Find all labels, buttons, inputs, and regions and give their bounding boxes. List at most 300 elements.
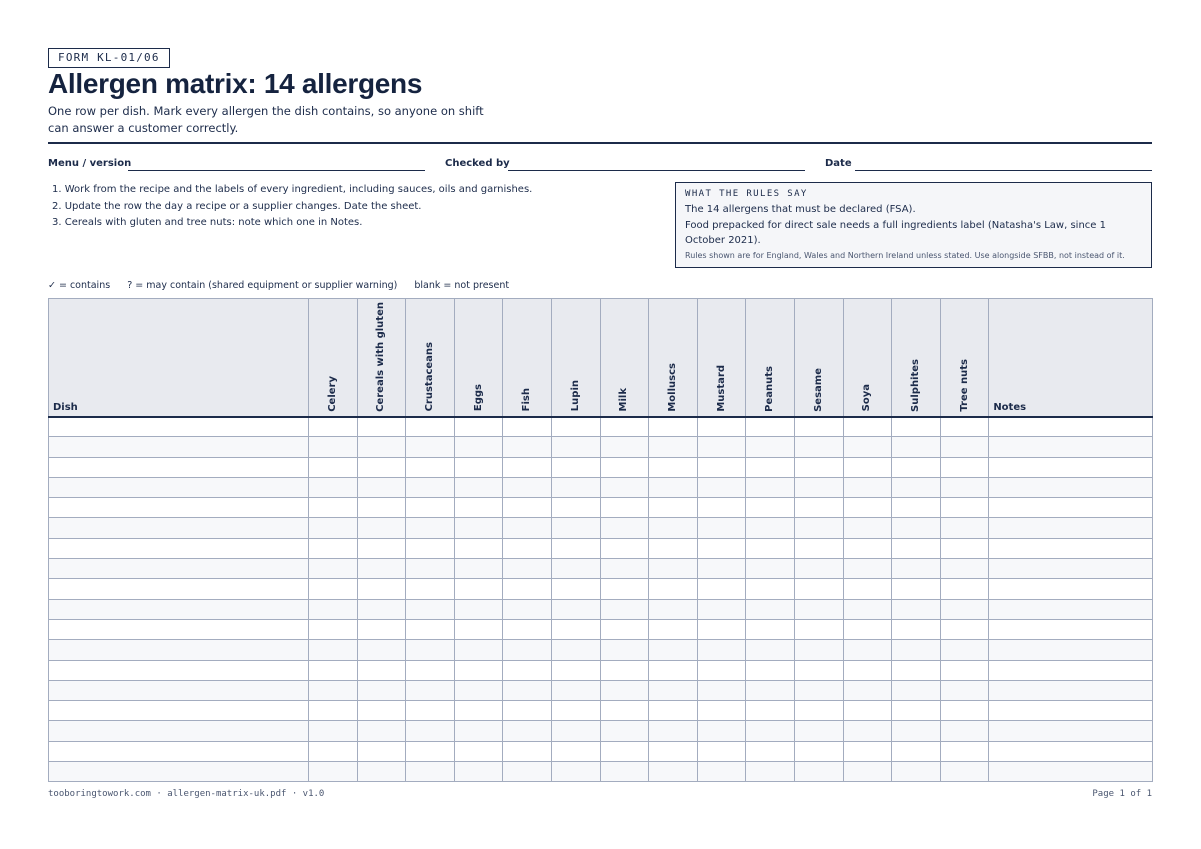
allergen-cell[interactable] (892, 498, 941, 518)
allergen-cell[interactable] (454, 762, 503, 782)
allergen-cell[interactable] (794, 417, 843, 437)
allergen-cell[interactable] (309, 701, 358, 721)
allergen-cell[interactable] (503, 477, 552, 497)
allergen-cell[interactable] (357, 498, 406, 518)
allergen-cell[interactable] (940, 701, 989, 721)
allergen-cell[interactable] (406, 457, 455, 477)
allergen-cell[interactable] (843, 559, 892, 579)
allergen-cell[interactable] (309, 538, 358, 558)
allergen-cell[interactable] (406, 680, 455, 700)
allergen-cell[interactable] (940, 538, 989, 558)
allergen-cell[interactable] (649, 579, 698, 599)
allergen-cell[interactable] (843, 437, 892, 457)
allergen-cell[interactable] (794, 437, 843, 457)
dish-cell[interactable] (49, 518, 309, 538)
dish-cell[interactable] (49, 579, 309, 599)
allergen-cell[interactable] (843, 741, 892, 761)
table-row (49, 660, 1153, 680)
allergen-cell[interactable] (551, 721, 600, 741)
allergen-cell[interactable] (940, 579, 989, 599)
allergen-cell[interactable] (503, 660, 552, 680)
allergen-cell[interactable] (551, 538, 600, 558)
allergen-cell[interactable] (551, 579, 600, 599)
allergen-cell[interactable] (697, 619, 746, 639)
allergen-cell[interactable] (357, 437, 406, 457)
rules-heading: WHAT THE RULES SAY (685, 189, 808, 199)
allergen-cell[interactable] (357, 619, 406, 639)
allergen-cell[interactable] (600, 640, 649, 660)
notes-cell[interactable] (989, 741, 1153, 761)
allergen-cell[interactable] (309, 741, 358, 761)
allergen-cell[interactable] (600, 457, 649, 477)
allergen-cell[interactable] (357, 579, 406, 599)
allergen-cell[interactable] (843, 701, 892, 721)
notes-cell[interactable] (989, 660, 1153, 680)
allergen-cell[interactable] (697, 538, 746, 558)
allergen-cell[interactable] (503, 518, 552, 538)
allergen-cell[interactable] (940, 457, 989, 477)
allergen-cell[interactable] (892, 518, 941, 538)
allergen-cell[interactable] (406, 559, 455, 579)
allergen-cell[interactable] (600, 762, 649, 782)
allergen-cell[interactable] (503, 559, 552, 579)
notes-cell[interactable] (989, 579, 1153, 599)
allergen-cell[interactable] (746, 680, 795, 700)
allergen-cell[interactable] (794, 498, 843, 518)
allergen-cell[interactable] (357, 701, 406, 721)
allergen-cell[interactable] (551, 457, 600, 477)
checked-by-field[interactable] (508, 170, 805, 171)
allergen-cell[interactable] (940, 559, 989, 579)
dish-cell[interactable] (49, 437, 309, 457)
allergen-cell[interactable] (697, 417, 746, 437)
menu-version-field[interactable] (128, 170, 425, 171)
allergen-cell[interactable] (892, 680, 941, 700)
allergen-cell[interactable] (309, 660, 358, 680)
allergen-cell[interactable] (503, 619, 552, 639)
allergen-cell[interactable] (794, 518, 843, 538)
allergen-cell[interactable] (892, 741, 941, 761)
allergen-cell[interactable] (649, 457, 698, 477)
allergen-cell[interactable] (503, 437, 552, 457)
notes-cell[interactable] (989, 518, 1153, 538)
allergen-cell[interactable] (794, 559, 843, 579)
dish-cell[interactable] (49, 762, 309, 782)
allergen-cell[interactable] (357, 457, 406, 477)
allergen-cell[interactable] (406, 640, 455, 660)
allergen-cell[interactable] (357, 721, 406, 741)
allergen-cell[interactable] (649, 599, 698, 619)
allergen-cell[interactable] (357, 559, 406, 579)
notes-cell[interactable] (989, 559, 1153, 579)
dish-cell[interactable] (49, 701, 309, 721)
allergen-cell[interactable] (357, 640, 406, 660)
notes-cell[interactable] (989, 457, 1153, 477)
allergen-cell[interactable] (649, 721, 698, 741)
allergen-cell[interactable] (503, 680, 552, 700)
allergen-cell[interactable] (940, 437, 989, 457)
notes-cell[interactable] (989, 417, 1153, 437)
allergen-cell[interactable] (746, 477, 795, 497)
allergen-cell[interactable] (309, 559, 358, 579)
notes-cell[interactable] (989, 762, 1153, 782)
allergen-cell[interactable] (843, 599, 892, 619)
allergen-cell[interactable] (892, 417, 941, 437)
allergen-cell[interactable] (600, 660, 649, 680)
dish-cell[interactable] (49, 619, 309, 639)
allergen-cell[interactable] (794, 741, 843, 761)
allergen-cell[interactable] (309, 498, 358, 518)
allergen-cell[interactable] (454, 559, 503, 579)
allergen-cell[interactable] (649, 437, 698, 457)
allergen-cell[interactable] (454, 417, 503, 437)
allergen-cell[interactable] (600, 518, 649, 538)
allergen-cell[interactable] (746, 721, 795, 741)
allergen-cell[interactable] (892, 640, 941, 660)
allergen-cell[interactable] (794, 762, 843, 782)
allergen-cell[interactable] (406, 538, 455, 558)
allergen-cell[interactable] (794, 579, 843, 599)
allergen-cell[interactable] (649, 559, 698, 579)
allergen-cell[interactable] (600, 498, 649, 518)
allergen-cell[interactable] (649, 498, 698, 518)
allergen-cell[interactable] (892, 619, 941, 639)
allergen-cell[interactable] (309, 619, 358, 639)
allergen-cell[interactable] (794, 640, 843, 660)
allergen-cell[interactable] (697, 741, 746, 761)
dish-cell[interactable] (49, 538, 309, 558)
allergen-cell[interactable] (357, 538, 406, 558)
allergen-cell[interactable] (697, 477, 746, 497)
allergen-cell[interactable] (746, 660, 795, 680)
allergen-cell[interactable] (697, 437, 746, 457)
allergen-cell[interactable] (309, 417, 358, 437)
allergen-cell[interactable] (940, 599, 989, 619)
allergen-cell[interactable] (551, 559, 600, 579)
allergen-cell[interactable] (600, 477, 649, 497)
allergen-cell[interactable] (551, 762, 600, 782)
dish-cell[interactable] (49, 721, 309, 741)
allergen-cell[interactable] (746, 518, 795, 538)
allergen-cell[interactable] (406, 721, 455, 741)
allergen-cell[interactable] (309, 518, 358, 538)
allergen-cell[interactable] (697, 498, 746, 518)
allergen-cell[interactable] (940, 640, 989, 660)
allergen-cell[interactable] (697, 762, 746, 782)
allergen-cell[interactable] (892, 437, 941, 457)
allergen-cell[interactable] (357, 518, 406, 538)
allergen-cell[interactable] (697, 640, 746, 660)
allergen-cell[interactable] (551, 619, 600, 639)
allergen-cell[interactable] (454, 640, 503, 660)
allergen-label: Molluscs (666, 362, 678, 412)
allergen-cell[interactable] (940, 741, 989, 761)
allergen-cell[interactable] (746, 559, 795, 579)
notes-cell[interactable] (989, 680, 1153, 700)
allergen-cell[interactable] (454, 721, 503, 741)
allergen-cell[interactable] (746, 701, 795, 721)
allergen-cell[interactable] (794, 721, 843, 741)
allergen-cell[interactable] (309, 437, 358, 457)
allergen-cell[interactable] (551, 498, 600, 518)
allergen-cell[interactable] (503, 457, 552, 477)
allergen-cell[interactable] (697, 599, 746, 619)
allergen-cell[interactable] (503, 417, 552, 437)
allergen-cell[interactable] (794, 680, 843, 700)
allergen-cell[interactable] (503, 498, 552, 518)
allergen-cell[interactable] (600, 417, 649, 437)
allergen-cell[interactable] (843, 417, 892, 437)
allergen-cell[interactable] (406, 660, 455, 680)
dish-cell[interactable] (49, 559, 309, 579)
allergen-cell[interactable] (843, 619, 892, 639)
allergen-cell[interactable] (406, 498, 455, 518)
allergen-cell[interactable] (600, 701, 649, 721)
allergen-cell[interactable] (794, 599, 843, 619)
allergen-cell[interactable] (746, 741, 795, 761)
notes-cell[interactable] (989, 538, 1153, 558)
allergen-cell[interactable] (551, 477, 600, 497)
allergen-cell[interactable] (503, 579, 552, 599)
allergen-cell[interactable] (600, 538, 649, 558)
allergen-cell[interactable] (309, 599, 358, 619)
allergen-cell[interactable] (746, 640, 795, 660)
allergen-cell[interactable] (454, 579, 503, 599)
allergen-cell[interactable] (309, 457, 358, 477)
allergen-cell[interactable] (454, 599, 503, 619)
allergen-cell[interactable] (600, 741, 649, 761)
allergen-cell[interactable] (697, 457, 746, 477)
allergen-cell[interactable] (940, 721, 989, 741)
allergen-cell[interactable] (746, 599, 795, 619)
rules-item: The 14 allergens that must be declared (FSA). (685, 204, 916, 215)
allergen-cell[interactable] (746, 619, 795, 639)
allergen-cell[interactable] (940, 498, 989, 518)
allergen-cell[interactable] (454, 498, 503, 518)
allergen-cell[interactable] (746, 417, 795, 437)
dish-cell[interactable] (49, 477, 309, 497)
allergen-cell[interactable] (843, 477, 892, 497)
allergen-cell[interactable] (940, 417, 989, 437)
allergen-label: Mustard (715, 364, 727, 412)
dish-cell[interactable] (49, 417, 309, 437)
allergen-cell[interactable] (406, 579, 455, 599)
allergen-cell[interactable] (746, 457, 795, 477)
allergen-cell[interactable] (892, 477, 941, 497)
allergen-cell[interactable] (406, 619, 455, 639)
dish-cell[interactable] (49, 498, 309, 518)
allergen-cell[interactable] (794, 660, 843, 680)
allergen-cell[interactable] (454, 477, 503, 497)
allergen-cell[interactable] (892, 559, 941, 579)
allergen-cell[interactable] (843, 457, 892, 477)
allergen-cell[interactable] (697, 660, 746, 680)
allergen-cell[interactable] (649, 741, 698, 761)
allergen-cell[interactable] (551, 518, 600, 538)
allergen-cell[interactable] (357, 762, 406, 782)
allergen-cell[interactable] (406, 762, 455, 782)
allergen-cell[interactable] (649, 762, 698, 782)
allergen-cell[interactable] (600, 721, 649, 741)
allergen-cell[interactable] (843, 538, 892, 558)
allergen-cell[interactable] (649, 660, 698, 680)
allergen-cell[interactable] (406, 477, 455, 497)
allergen-cell[interactable] (551, 701, 600, 721)
allergen-cell[interactable] (309, 762, 358, 782)
table-row (49, 417, 1153, 437)
allergen-cell[interactable] (309, 640, 358, 660)
allergen-cell[interactable] (794, 457, 843, 477)
allergen-cell[interactable] (892, 762, 941, 782)
allergen-cell[interactable] (892, 721, 941, 741)
notes-cell[interactable] (989, 437, 1153, 457)
allergen-cell[interactable] (697, 579, 746, 599)
notes-cell[interactable] (989, 477, 1153, 497)
allergen-cell[interactable] (746, 498, 795, 518)
allergen-cell[interactable] (746, 437, 795, 457)
allergen-cell[interactable] (503, 640, 552, 660)
allergen-cell[interactable] (551, 640, 600, 660)
dish-cell[interactable] (49, 599, 309, 619)
notes-cell[interactable] (989, 619, 1153, 639)
allergen-cell[interactable] (697, 559, 746, 579)
allergen-cell[interactable] (794, 477, 843, 497)
allergen-cell[interactable] (649, 701, 698, 721)
notes-cell[interactable] (989, 701, 1153, 721)
allergen-cell[interactable] (309, 680, 358, 700)
dish-cell[interactable] (49, 457, 309, 477)
allergen-cell[interactable] (357, 599, 406, 619)
notes-cell[interactable] (989, 640, 1153, 660)
allergen-cell[interactable] (454, 619, 503, 639)
allergen-cell[interactable] (503, 762, 552, 782)
allergen-cell[interactable] (746, 579, 795, 599)
allergen-cell[interactable] (843, 640, 892, 660)
dish-cell[interactable] (49, 640, 309, 660)
allergen-cell[interactable] (357, 417, 406, 437)
allergen-cell[interactable] (940, 477, 989, 497)
allergen-cell[interactable] (940, 619, 989, 639)
allergen-cell[interactable] (551, 680, 600, 700)
legend-blank: blank = not present (414, 280, 510, 291)
allergen-cell[interactable] (406, 417, 455, 437)
allergen-cell[interactable] (551, 417, 600, 437)
allergen-cell[interactable] (454, 457, 503, 477)
allergen-cell[interactable] (649, 619, 698, 639)
allergen-cell[interactable] (794, 619, 843, 639)
allergen-cell[interactable] (454, 437, 503, 457)
allergen-cell[interactable] (843, 518, 892, 538)
allergen-cell[interactable] (697, 701, 746, 721)
allergen-cell[interactable] (406, 701, 455, 721)
notes-cell[interactable] (989, 498, 1153, 518)
notes-cell[interactable] (989, 599, 1153, 619)
allergen-cell[interactable] (503, 741, 552, 761)
allergen-cell[interactable] (406, 599, 455, 619)
allergen-cell[interactable] (503, 721, 552, 741)
allergen-cell[interactable] (600, 680, 649, 700)
allergen-cell[interactable] (551, 437, 600, 457)
allergen-cell[interactable] (454, 701, 503, 721)
allergen-cell[interactable] (892, 579, 941, 599)
page-subtitle: One row per dish. Mark every allergen the dish contains, so anyone on shift can answer a customer correctly. (48, 104, 484, 135)
allergen-cell[interactable] (309, 721, 358, 741)
allergen-cell[interactable] (649, 417, 698, 437)
allergen-cell[interactable] (892, 701, 941, 721)
allergen-cell[interactable] (406, 518, 455, 538)
allergen-cell[interactable] (600, 619, 649, 639)
allergen-cell[interactable] (649, 680, 698, 700)
dish-cell[interactable] (49, 741, 309, 761)
allergen-cell[interactable] (503, 599, 552, 619)
allergen-cell[interactable] (940, 660, 989, 680)
allergen-cell[interactable] (843, 721, 892, 741)
date-field[interactable] (855, 170, 1152, 171)
allergen-cell[interactable] (309, 579, 358, 599)
allergen-cell[interactable] (406, 741, 455, 761)
allergen-cell[interactable] (600, 579, 649, 599)
allergen-cell[interactable] (843, 762, 892, 782)
allergen-cell[interactable] (551, 741, 600, 761)
allergen-cell[interactable] (503, 701, 552, 721)
allergen-cell[interactable] (697, 518, 746, 538)
dish-cell[interactable] (49, 660, 309, 680)
allergen-cell[interactable] (843, 680, 892, 700)
allergen-cell[interactable] (551, 660, 600, 680)
allergen-cell[interactable] (940, 518, 989, 538)
allergen-cell[interactable] (454, 660, 503, 680)
allergen-cell[interactable] (892, 457, 941, 477)
table-row (49, 457, 1153, 477)
allergen-cell[interactable] (649, 518, 698, 538)
allergen-cell[interactable] (649, 640, 698, 660)
allergen-cell[interactable] (357, 680, 406, 700)
allergen-cell[interactable] (697, 721, 746, 741)
allergen-cell[interactable] (454, 538, 503, 558)
allergen-cell[interactable] (551, 599, 600, 619)
allergen-cell[interactable] (600, 437, 649, 457)
allergen-cell[interactable] (649, 538, 698, 558)
allergen-cell[interactable] (843, 498, 892, 518)
allergen-cell[interactable] (309, 477, 358, 497)
notes-cell[interactable] (989, 721, 1153, 741)
allergen-cell[interactable] (940, 762, 989, 782)
allergen-cell[interactable] (794, 701, 843, 721)
allergen-cell[interactable] (794, 538, 843, 558)
allergen-cell[interactable] (843, 660, 892, 680)
allergen-cell[interactable] (357, 741, 406, 761)
allergen-cell[interactable] (746, 762, 795, 782)
allergen-cell[interactable] (454, 741, 503, 761)
allergen-cell[interactable] (357, 660, 406, 680)
allergen-cell[interactable] (406, 437, 455, 457)
dish-cell[interactable] (49, 680, 309, 700)
allergen-cell[interactable] (746, 538, 795, 558)
allergen-cell[interactable] (600, 599, 649, 619)
allergen-cell[interactable] (843, 579, 892, 599)
allergen-cell[interactable] (454, 680, 503, 700)
allergen-cell[interactable] (892, 599, 941, 619)
allergen-cell[interactable] (892, 538, 941, 558)
allergen-cell[interactable] (697, 680, 746, 700)
allergen-cell[interactable] (503, 538, 552, 558)
allergen-cell[interactable] (892, 660, 941, 680)
allergen-cell[interactable] (940, 680, 989, 700)
allergen-cell[interactable] (357, 477, 406, 497)
allergen-cell[interactable] (600, 559, 649, 579)
allergen-cell[interactable] (454, 518, 503, 538)
allergen-cell[interactable] (649, 477, 698, 497)
